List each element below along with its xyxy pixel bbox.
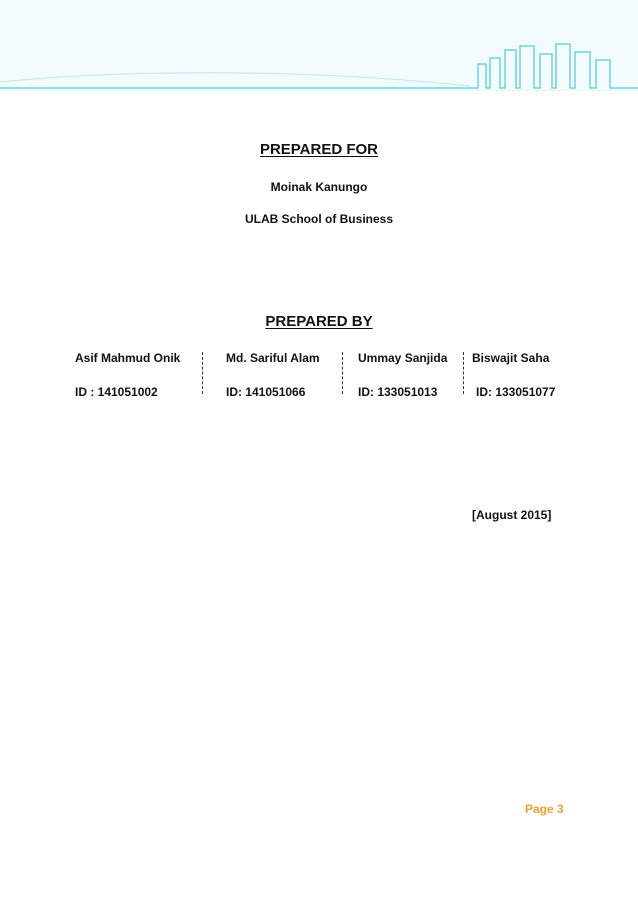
member-id: ID: 133051013 [358, 385, 438, 399]
column-divider [342, 352, 343, 394]
recipient-institution: ULAB School of Business [244, 212, 393, 226]
member-id: ID: 141051066 [226, 385, 306, 399]
member-id: ID: 133051077 [476, 385, 556, 399]
report-date: [August 2015] [472, 508, 552, 522]
prepared-by-heading: PREPARED BY [265, 313, 373, 330]
column-divider [202, 352, 203, 394]
member-name: Ummay Sanjida [358, 351, 448, 365]
member-name: Md. Sariful Alam [226, 351, 320, 365]
member-id: ID : 141051002 [75, 385, 158, 399]
column-divider [463, 352, 464, 394]
member-name: Biswajit Saha [472, 351, 550, 365]
member-name: Asif Mahmud Onik [75, 351, 181, 365]
header-skyline-graphic [0, 0, 638, 100]
recipient-name: Moinak Kanungo [270, 180, 368, 194]
prepared-for-heading: PREPARED FOR [259, 141, 379, 158]
page-number: Page 3 [525, 802, 564, 816]
